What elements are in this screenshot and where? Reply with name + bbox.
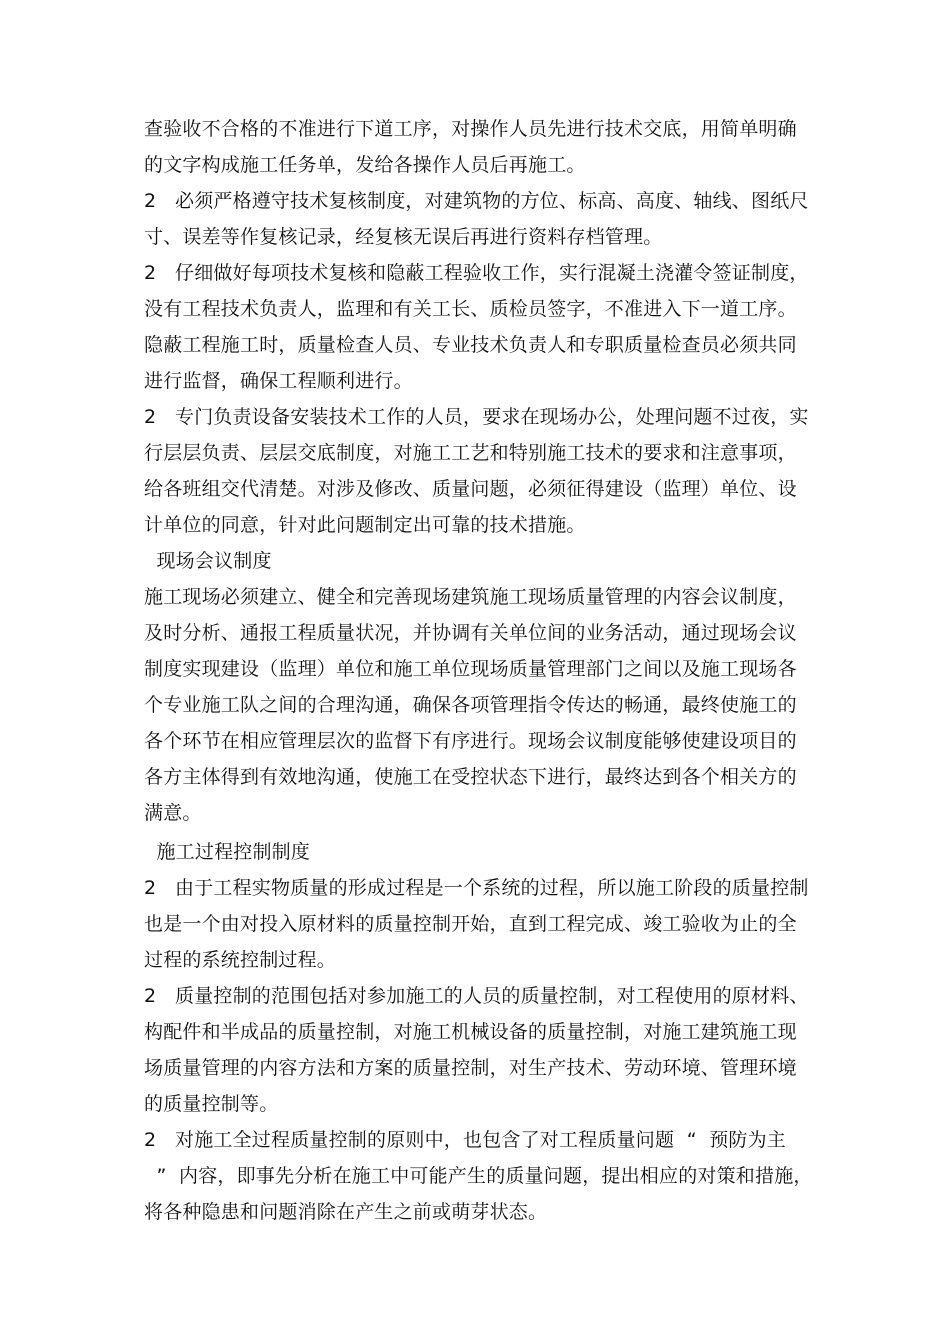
section-heading: 施工过程控制制度 bbox=[144, 841, 311, 863]
text-line: 2 由于工程实物质量的形成过程是一个系统的过程，所以施工阶段的质量控制 bbox=[144, 877, 809, 899]
text-line: 施工现场必须建立、健全和完善现场建筑施工现场质量管理的内容会议制度， bbox=[144, 586, 797, 608]
text-line: 制度实现建设（监理）单位和施工单位现场质量管理部门之间以及施工现场各 bbox=[144, 658, 797, 680]
text-line: 查验收不合格的不准进行下道工序，对操作人员先进行技术交底，用简单明确 bbox=[144, 118, 797, 140]
text-line: 及时分析、通报工程质量状况，并协调有关单位间的业务活动，通过现场会议 bbox=[144, 622, 797, 644]
text-line: 的质量控制等。 bbox=[144, 1093, 279, 1115]
text-line: 进行监督，确保工程顺利进行。 bbox=[144, 370, 413, 392]
text-line: 2 必须严格遵守技术复核制度，对建筑物的方位、标高、高度、轴线、图纸尺 bbox=[144, 190, 809, 212]
text-line: 过程的系统控制过程。 bbox=[144, 949, 337, 971]
section-heading: 现场会议制度 bbox=[144, 550, 272, 572]
text-line: 的文字构成施工任务单，发给各操作人员后再施工。 bbox=[144, 154, 586, 176]
text-line: 各方主体得到有效地沟通，使施工在受控状态下进行，最终达到各个相关方的 bbox=[144, 766, 797, 788]
text-line: 行层层负责、层层交底制度，对施工工艺和特别施工技术的要求和注意事项， bbox=[144, 442, 797, 464]
text-line: 构配件和半成品的质量控制，对施工机械设备的质量控制，对施工建筑施工现 bbox=[144, 1021, 797, 1043]
text-line: 隐蔽工程施工时，质量检查人员、专业技术负责人和专职质量检查员必须共同 bbox=[144, 334, 797, 356]
text-line: 将各种隐患和问题消除在产生之前或萌芽状态。 bbox=[144, 1201, 548, 1223]
text-line: 也是一个由对投入原材料的质量控制开始，直到工程完成、竣工验收为止的全 bbox=[144, 913, 797, 935]
text-line: 满意。 bbox=[144, 802, 202, 824]
text-line: 计单位的同意，针对此问题制定出可靠的技术措施。 bbox=[144, 514, 586, 536]
text-line: ” 内容，即事先分析在施工中可能产生的质量问题，提出相应的对策和措施， bbox=[144, 1165, 813, 1187]
text-line: 2 对施工全过程质量控制的原则中，也包含了对工程质量问题 “ 预防为主 bbox=[144, 1129, 787, 1151]
text-line: 2 专门负责设备安装技术工作的人员，要求在现场办公，处理问题不过夜，实 bbox=[144, 406, 809, 428]
text-line: 给各班组交代清楚。对涉及修改、质量问题，必须征得建设（监理）单位、设 bbox=[144, 478, 797, 500]
text-line: 2 质量控制的范围包括对参加施工的人员的质量控制，对工程使用的原材料、 bbox=[144, 985, 809, 1007]
text-line: 个专业施工队之间的合理沟通，确保各项管理指令传达的畅通，最终使施工的 bbox=[144, 694, 797, 716]
text-line: 2 仔细做好每项技术复核和隐蔽工程验收工作，实行混凝土浇灌令签证制度， bbox=[144, 262, 809, 284]
text-line: 没有工程技术负责人，监理和有关工长、质检员签字，不准进入下一道工序。 bbox=[144, 298, 797, 320]
text-line: 寸、误差等作复核记录，经复核无误后再进行资料存档管理。 bbox=[144, 226, 663, 248]
text-line: 场质量管理的内容方法和方案的质量控制，对生产技术、劳动环境、管理环境 bbox=[144, 1057, 797, 1079]
text-line: 各个环节在相应管理层次的监督下有序进行。现场会议制度能够使建设项目的 bbox=[144, 730, 797, 752]
